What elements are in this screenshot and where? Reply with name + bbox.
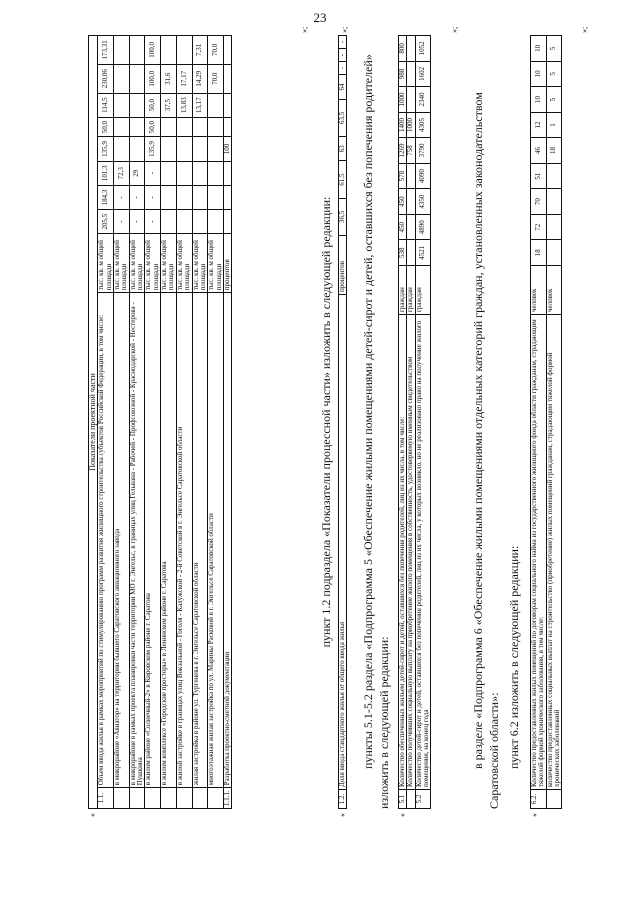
row-index <box>407 790 415 809</box>
value-cell <box>176 185 192 209</box>
value-cell: 114,5 <box>98 93 114 117</box>
value-cell <box>161 117 177 137</box>
value-cell: 135,9 <box>98 137 114 161</box>
value-cell <box>129 117 145 137</box>
unit-cell: тыс. кв. м общей площади <box>145 234 161 293</box>
indicator-name: многоэтажная жилая застройка по ул. Марины Расковой в г. Энгельсе Саратовской области <box>208 293 224 788</box>
value-cell: 5 <box>546 87 562 113</box>
value-cell: 3790 <box>415 138 431 164</box>
closing-quote: »; <box>580 26 589 33</box>
row-index: 5.2 <box>415 790 431 809</box>
unit-cell: граждан <box>415 266 431 315</box>
value-cell <box>192 185 208 209</box>
value-cell <box>176 137 192 161</box>
value-cell: 10 <box>531 36 547 62</box>
value-cell <box>114 117 130 137</box>
value-cell: 538 <box>399 240 407 266</box>
value-cell: 450 <box>399 214 407 240</box>
indicator-name: жилая застройка в районе ул. Тургенева в г. Энгельсе Саратовской области <box>192 293 208 788</box>
row-index: 6.2. <box>531 790 547 809</box>
value-cell <box>161 161 177 185</box>
value-cell <box>114 137 130 161</box>
row-index <box>161 788 177 809</box>
value-cell: 1269 <box>399 138 407 164</box>
table-chronic-disease-housing <box>530 35 562 809</box>
table-standard-housing <box>338 35 347 809</box>
value-cell: - <box>145 210 161 234</box>
indicator-name: в микрорайоне в рамках проекта планировки части территории МО г. Энгельс, в границах улиц Гельвана - Рабочей - Профсоюзной - Краснодарской - Нестерова - Пушкина <box>129 293 145 788</box>
value-cell: 2340 <box>415 87 431 113</box>
indicator-name: количество предоставленных социальных выплат на строительство (приобретение) жилых помещений гражданам, страдающим тяжелой формой хронических заболеваний <box>546 315 562 790</box>
value-cell <box>192 117 208 137</box>
value-cell <box>223 185 231 209</box>
value-cell <box>546 189 562 215</box>
value-cell: 10 <box>531 61 547 87</box>
indicator-name: Разработка проектно-сметной документации <box>223 293 231 788</box>
value-cell: 4350 <box>415 189 431 215</box>
indicator-name: в микрорайоне «Авиатор» на территории бывшего Саратовского авиационного завода <box>114 293 130 788</box>
row-index <box>114 788 130 809</box>
value-cell <box>161 185 177 209</box>
unit-cell: тыс. кв. м общей площади <box>114 234 130 293</box>
indicator-name: Количество предоставленных жилых помещений по договорам социального найма из государственного жилищного фонда области гражданам, страдающим тяжелой формой хронического заболевания, в том числе: <box>531 315 547 790</box>
value-cell <box>407 163 415 189</box>
value-cell: 173,31 <box>98 36 114 65</box>
value-cell: 10 <box>531 87 547 113</box>
value-cell: - <box>339 49 347 62</box>
table-row <box>114 36 130 809</box>
value-cell: - <box>339 36 347 49</box>
value-cell <box>223 210 231 234</box>
value-cell: 184,3 <box>98 185 114 209</box>
value-cell: 72 <box>531 214 547 240</box>
value-cell <box>192 161 208 185</box>
value-cell: - <box>145 185 161 209</box>
table-row <box>223 36 231 809</box>
value-cell <box>208 161 224 185</box>
row-index <box>208 788 224 809</box>
table-row <box>339 36 347 809</box>
opening-quote: « <box>338 813 347 817</box>
table-row <box>176 36 192 809</box>
table-row <box>129 36 145 809</box>
value-cell: 100 <box>223 137 231 161</box>
value-cell <box>546 214 562 240</box>
value-cell: 450 <box>399 189 407 215</box>
indicator-name: Количество получивших социальную выплату на приобретение жилого помещения в собственность, удостоверяемую именным свидетельством <box>407 315 415 790</box>
value-cell <box>129 93 145 117</box>
value-cell: 72,3 <box>114 161 130 185</box>
value-cell <box>176 117 192 137</box>
unit-cell: процентов <box>339 236 347 295</box>
value-cell <box>192 137 208 161</box>
value-cell <box>208 137 224 161</box>
value-cell: 5 <box>546 61 562 87</box>
paragraph-5-1: пункты 5.1-5.2 раздела «Подпрограмма 5 «Обеспечение жилыми помещениями детей-сирот и детей, оставшихся без попечения родителей» изложить в следующей редакции: <box>361 54 391 809</box>
value-cell: 70 <box>531 189 547 215</box>
value-cell <box>176 161 192 185</box>
value-cell: 70,0 <box>208 36 224 65</box>
value-cell <box>407 36 415 62</box>
indicator-name: Количество обеспеченных жильем детей-сирот и детей, оставшихся без попечения родителей, лиц из их числа, в том числе: <box>399 315 407 790</box>
value-cell <box>223 161 231 185</box>
value-cell: - <box>339 62 347 75</box>
value-cell <box>114 93 130 117</box>
unit-cell: тыс. кв. м общей площади <box>161 234 177 293</box>
indicator-name: Количество детей-сирот и детей, оставшихся без попечения родителей, лиц из их числа, у которых возникло, но не реализовано право на получение жилого помещения, на конец года <box>415 315 431 790</box>
value-cell: 7,31 <box>192 36 208 65</box>
value-cell <box>407 87 415 113</box>
value-cell: 70,0 <box>208 64 224 93</box>
value-cell <box>223 64 231 93</box>
opening-quote: « <box>398 813 407 817</box>
value-cell: 1052 <box>415 36 431 62</box>
value-cell: 135,9 <box>145 137 161 161</box>
table-row <box>161 36 177 809</box>
value-cell: 17,17 <box>176 64 192 93</box>
value-cell <box>161 36 177 65</box>
table-row <box>145 36 161 809</box>
value-cell <box>114 64 130 93</box>
paragraph-6: в разделе «Подпрограмма 6 «Обеспечение жилыми помещениями отдельных категорий граждан, установленных законодательством Саратовской области»: <box>471 92 501 809</box>
table-row <box>531 36 547 809</box>
value-cell: 63,5 <box>339 99 347 136</box>
unit-cell: граждан <box>399 266 407 315</box>
row-index: 1.1. <box>98 788 114 809</box>
value-cell: 205,5 <box>98 210 114 234</box>
unit-cell: процентов <box>223 234 231 293</box>
table-project-indicators <box>88 35 232 809</box>
value-cell <box>407 240 415 266</box>
row-index <box>546 790 562 809</box>
value-cell: - <box>114 185 130 209</box>
unit-cell: человек <box>546 266 562 315</box>
table-orphans-housing <box>398 35 431 809</box>
value-cell <box>129 137 145 161</box>
value-cell: 29 <box>129 161 145 185</box>
table-row <box>546 36 562 809</box>
value-cell: - <box>145 161 161 185</box>
unit-cell: человек <box>531 266 547 315</box>
unit-cell: тыс. кв. м общей площади <box>129 234 145 293</box>
value-cell: 4090 <box>415 163 431 189</box>
value-cell: 51 <box>531 163 547 189</box>
indicator-name: Объем ввода жилья в рамках мероприятий по стимулированию программ развития жилищного строительства субъектов Российской Федерации, в том числе: <box>98 293 114 788</box>
value-cell <box>223 36 231 65</box>
opening-quote: « <box>530 813 539 817</box>
value-cell: - <box>114 210 130 234</box>
unit-cell: тыс. кв. м общей площади <box>176 234 192 293</box>
value-cell <box>208 185 224 209</box>
value-cell: 64 <box>339 75 347 99</box>
value-cell: 1602 <box>415 61 431 87</box>
table-row <box>415 36 431 809</box>
value-cell: 4305 <box>415 112 431 138</box>
paragraph-1-2: пункт 1.2 подраздела «Показатели процессной части» изложить в следующей редакции: <box>319 196 333 648</box>
value-cell: 1 <box>546 112 562 138</box>
value-cell: 4521 <box>415 240 431 266</box>
value-cell: 100,0 <box>145 36 161 65</box>
unit-cell: тыс. кв. м общей площади <box>98 234 114 293</box>
value-cell: 13,17 <box>192 93 208 117</box>
value-cell: 1400 <box>399 112 407 138</box>
paragraph-6-2: пункт 6.2 изложить в следующей редакции: <box>507 545 521 769</box>
table-row <box>407 36 415 809</box>
value-cell: 50,0 <box>145 93 161 117</box>
indicator-name: в жилой застройке в границах улиц Вокзальной - Гоголя - Калужской - 2-й Советской в г. Энгельсе Саратовской области <box>176 293 192 788</box>
value-cell: 1000 <box>407 112 415 138</box>
value-cell <box>176 36 192 65</box>
row-index: 1.2. <box>339 790 347 809</box>
value-cell: - <box>129 185 145 209</box>
unit-cell: тыс. кв. м общей площади <box>192 234 208 293</box>
indicator-name: в жилом районе «Солнечный-2» в Кировском районе г. Саратова <box>145 293 161 788</box>
closing-quote: »; <box>300 26 309 33</box>
unit-cell: тыс. кв. м общей площади <box>208 234 224 293</box>
value-cell: 50,0 <box>145 117 161 137</box>
closing-quote: »; <box>340 26 349 33</box>
table-row <box>208 36 224 809</box>
value-cell: 1000 <box>399 87 407 113</box>
opening-quote: « <box>88 813 97 817</box>
table-row <box>192 36 208 809</box>
value-cell <box>161 137 177 161</box>
value-cell: 13,83 <box>176 93 192 117</box>
closing-quote: »; <box>450 26 459 33</box>
value-cell: 100,0 <box>145 64 161 93</box>
value-cell <box>223 117 231 137</box>
value-cell: 5 <box>546 36 562 62</box>
indicator-name: в жилом комплексе «Городские просторы» в Ленинском районе г. Саратова <box>161 293 177 788</box>
indicator-name: Доля ввода стандартного жилья от общего ввода жилья <box>339 295 347 790</box>
value-cell <box>176 210 192 234</box>
value-cell <box>208 210 224 234</box>
value-cell <box>407 189 415 215</box>
value-cell <box>407 61 415 87</box>
value-cell <box>208 93 224 117</box>
row-index <box>192 788 208 809</box>
row-index: 5.1 <box>399 790 407 809</box>
value-cell <box>114 36 130 65</box>
value-cell: 37,5 <box>161 93 177 117</box>
value-cell: 758 <box>407 138 415 164</box>
row-index: 1.1.1. <box>223 788 231 809</box>
value-cell: 12 <box>531 112 547 138</box>
value-cell: 230,06 <box>98 64 114 93</box>
value-cell: 4890 <box>415 214 431 240</box>
value-cell: 46 <box>531 138 547 164</box>
value-cell <box>223 93 231 117</box>
value-cell: 61,5 <box>339 161 347 198</box>
value-cell: 50,0 <box>98 117 114 137</box>
value-cell: 18 <box>546 138 562 164</box>
value-cell: 31,6 <box>161 64 177 93</box>
value-cell <box>129 36 145 65</box>
value-cell: 101,3 <box>98 161 114 185</box>
row-index <box>176 788 192 809</box>
value-cell: - <box>129 210 145 234</box>
unit-cell: граждан <box>407 266 415 315</box>
value-cell: 36,5 <box>339 198 347 235</box>
value-cell: 988 <box>399 61 407 87</box>
row-index <box>145 788 161 809</box>
value-cell: 800 <box>399 36 407 62</box>
value-cell <box>546 240 562 266</box>
value-cell <box>161 210 177 234</box>
value-cell <box>546 163 562 189</box>
value-cell: 14,29 <box>192 64 208 93</box>
row-index <box>129 788 145 809</box>
value-cell: 18 <box>531 240 547 266</box>
value-cell <box>129 64 145 93</box>
table-row <box>98 36 114 809</box>
page-number: 23 <box>313 10 327 25</box>
table-header: Показатели проектной части <box>89 36 98 809</box>
value-cell <box>208 117 224 137</box>
value-cell: 578 <box>399 163 407 189</box>
value-cell: 63 <box>339 136 347 160</box>
value-cell <box>192 210 208 234</box>
value-cell <box>407 214 415 240</box>
